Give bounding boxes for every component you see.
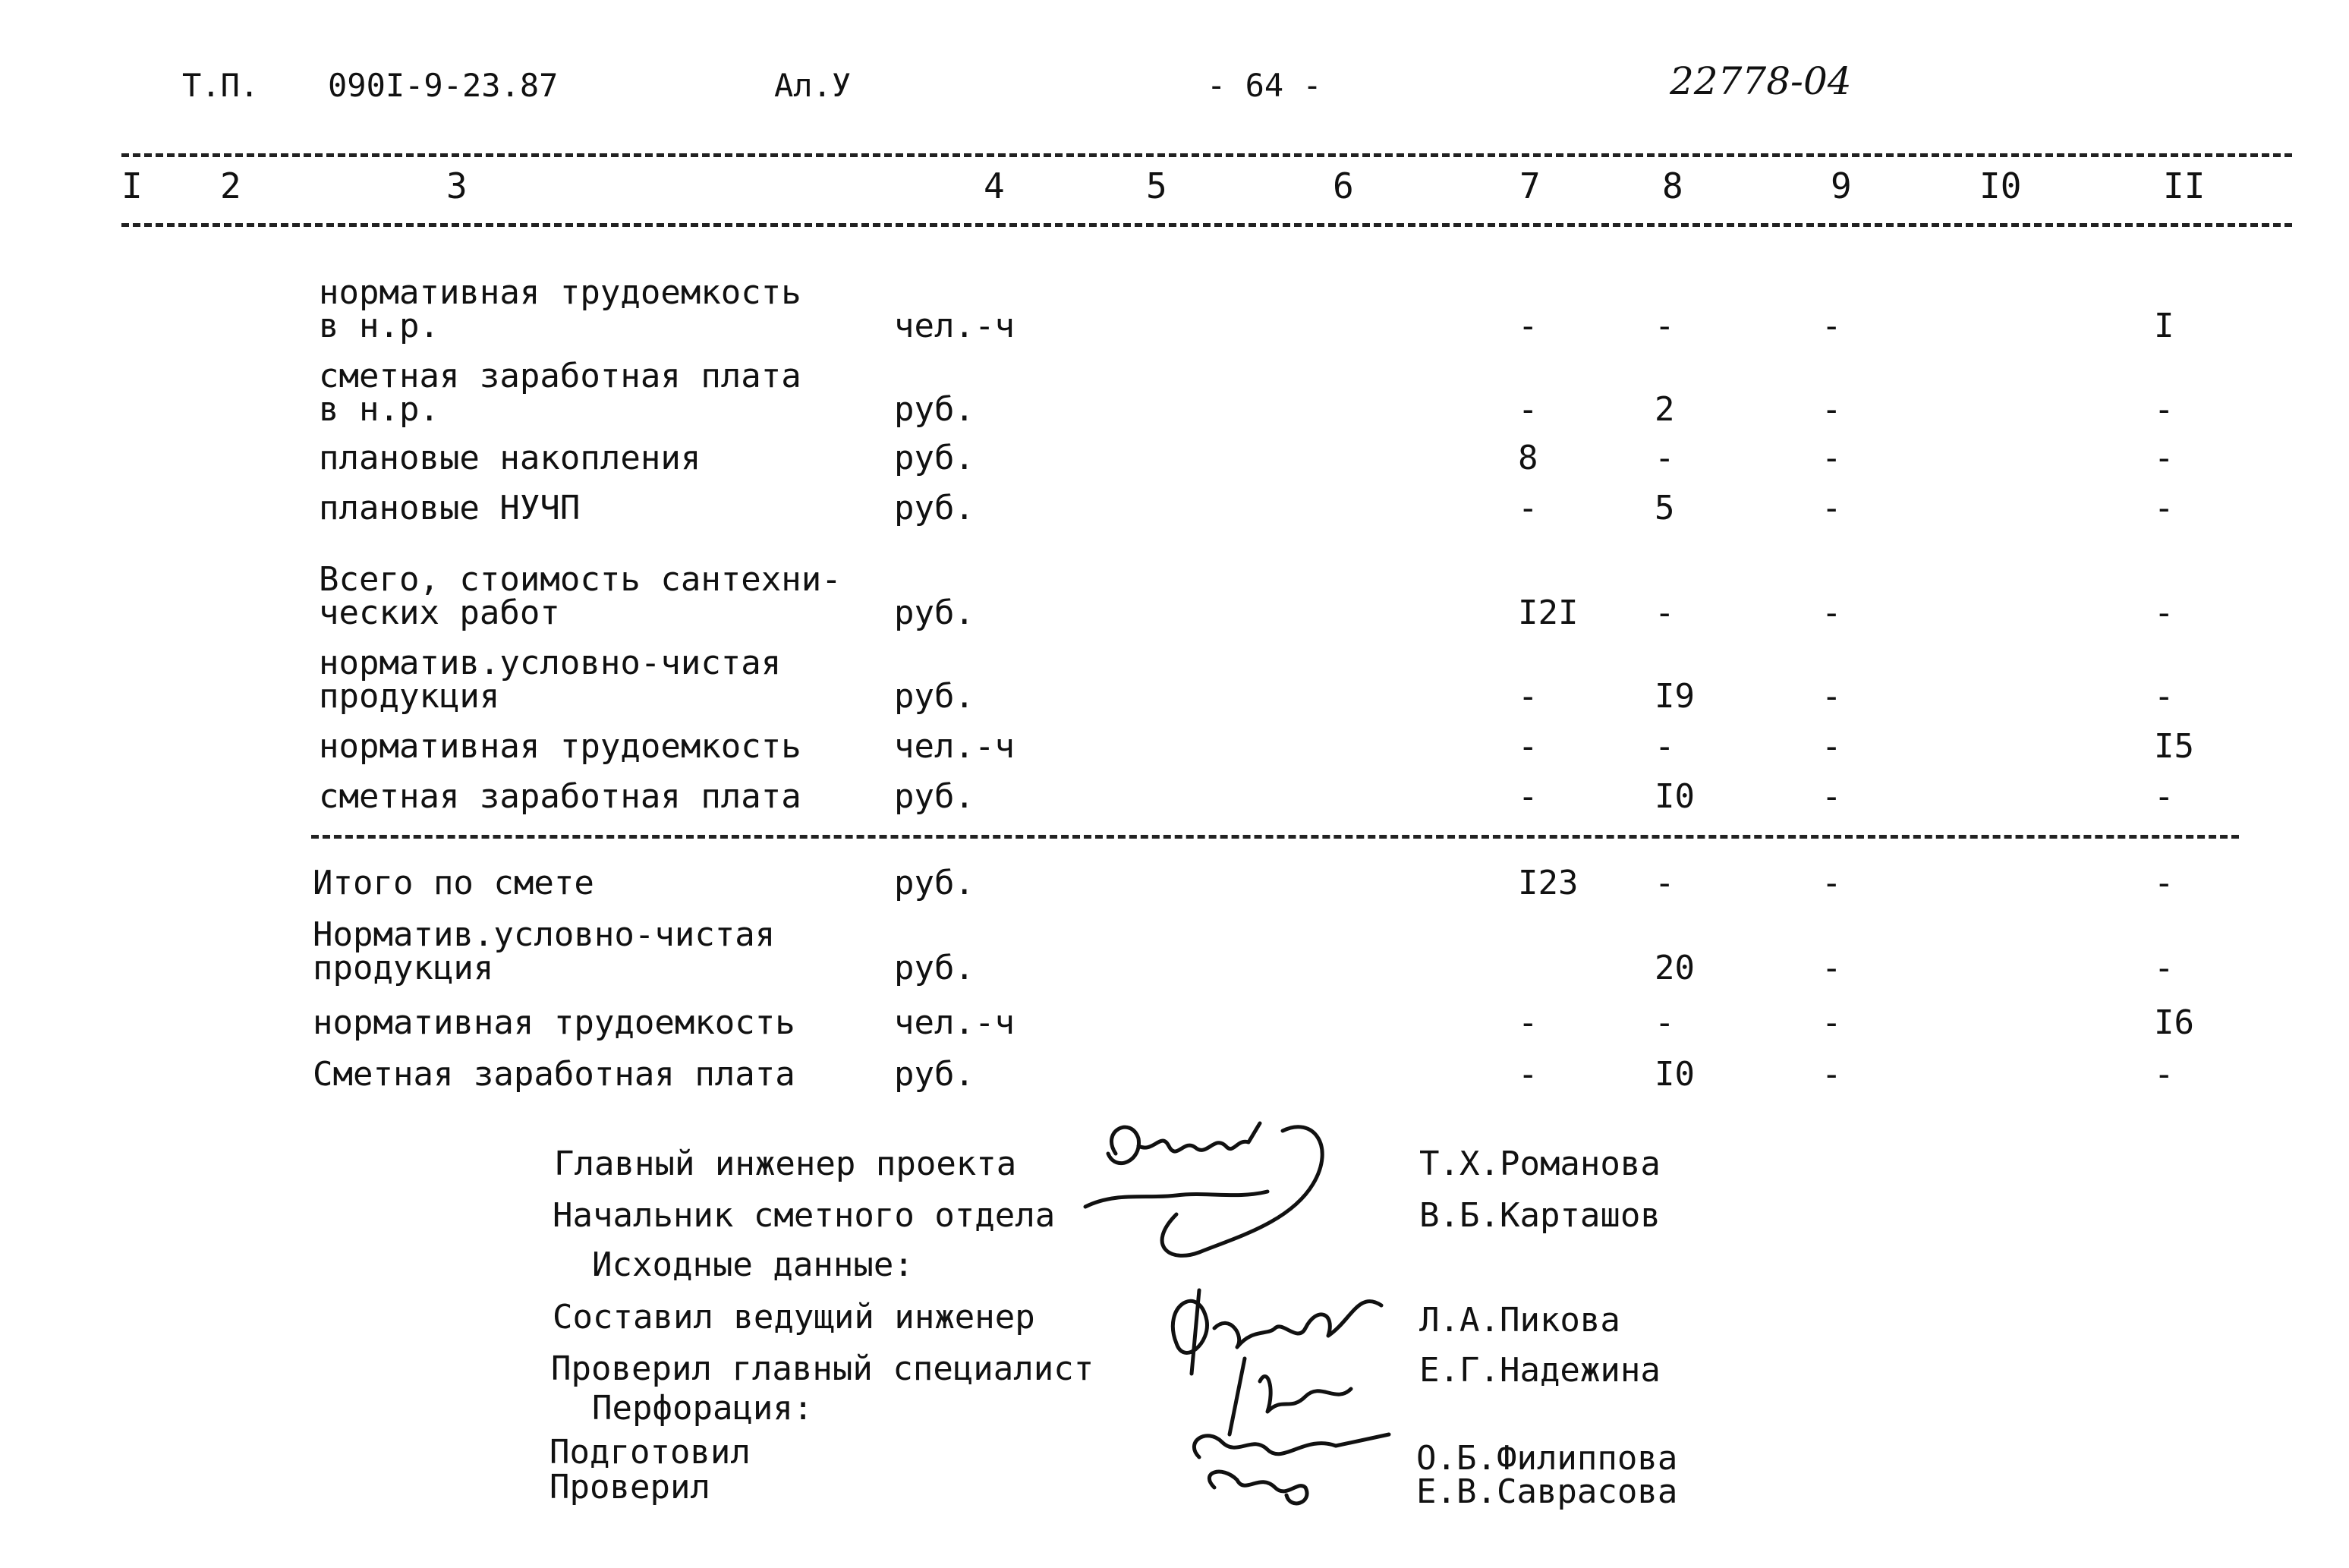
doc-type: Т.П. [182,67,260,104]
row-value-c11: - [2154,439,2174,477]
row-value-c11: - [2154,864,2174,902]
estimate-head-name: В.Б.Карташов [1419,1196,1661,1235]
row-value-c9: - [1822,727,1842,766]
row-value-c7: 8 [1518,439,1538,477]
row-value-c8: - [1655,307,1675,345]
row-label: ческих работ [319,594,560,632]
row-value-c8: - [1655,439,1675,477]
col-6: 6 [1333,165,1354,206]
row-value-c11: - [2154,677,2174,716]
row-value-c7: - [1518,727,1538,766]
row-label: нормативная трудоемкость [313,1003,795,1042]
inventory-number: 22778-04 [1670,59,1852,103]
verified-name: Е.В.Саврасова [1416,1472,1678,1511]
row-label: сметная заработная плата [319,777,801,816]
row-value-c9: - [1822,594,1842,632]
row-value-c11: - [2154,489,2174,527]
row-value-c9: - [1822,390,1842,429]
row-value-c7: - [1518,1003,1538,1042]
row-label: Итого по смете [313,864,594,902]
row-label: норматив.условно-чистая [319,644,782,682]
col-11: II [2163,165,2206,206]
composed-name: Л.А.Пикова [1419,1301,1620,1340]
album-number: Ал.У [774,67,852,104]
row-value-c11: I6 [2154,1003,2194,1042]
estimate-head-role: Начальник сметного отдела [553,1196,1056,1235]
row-unit: руб. [894,777,975,816]
row-value-c9: - [1822,949,1842,987]
checked-role: Проверил главный специалист [551,1349,1094,1388]
row-value-c11: - [2154,777,2174,816]
totals-rule [311,835,2239,839]
signature-composed [1154,1260,1404,1518]
row-unit: руб. [894,1055,975,1094]
row-value-c11: I5 [2154,727,2194,766]
row-label: нормативная трудоемкость [319,727,801,766]
row-label: в н.р. [319,307,439,345]
row-value-c8: I9 [1655,677,1695,716]
prepared-name: О.Б.Филиппова [1416,1439,1678,1478]
col-3: 3 [446,165,468,206]
col-7: 7 [1519,165,1541,206]
source-data-heading: Исходные данные: [592,1245,914,1284]
row-unit: руб. [894,594,975,632]
row-value-c9: - [1822,439,1842,477]
row-value-c8: 20 [1655,949,1695,987]
row-value-c9: - [1822,1055,1842,1094]
row-value-c9: - [1822,489,1842,527]
row-value-c9: - [1822,307,1842,345]
col-9: 9 [1831,165,1852,206]
row-value-c7: - [1518,677,1538,716]
row-value-c8: I0 [1655,1055,1695,1094]
row-value-c11: - [2154,1055,2174,1094]
row-value-c11: I [2154,307,2174,345]
row-label: сметная заработная плата [319,357,801,395]
row-value-c7: - [1518,489,1538,527]
row-label: Сметная заработная плата [313,1055,795,1094]
page-number: - 64 - [1207,67,1322,104]
row-label: Всего, стоимость сантехни- [319,560,842,599]
row-value-c11: - [2154,949,2174,987]
col-8: 8 [1662,165,1683,206]
row-label: нормативная трудоемкость [319,273,801,312]
row-value-c9: - [1822,864,1842,902]
row-value-c7: - [1518,307,1538,345]
row-value-c9: - [1822,1003,1842,1042]
row-unit: чел.-ч [894,307,1015,345]
row-label: плановые накопления [319,439,701,477]
row-unit: руб. [894,949,975,987]
row-label: Норматив.условно-чистая [313,915,776,954]
row-value-c7: I2I [1518,594,1579,632]
row-value-c7: I23 [1518,864,1579,902]
row-value-c9: - [1822,677,1842,716]
col-5: 5 [1146,165,1167,206]
row-value-c7: - [1518,1055,1538,1094]
chief-engineer-name: Т.Х.Романова [1419,1145,1661,1183]
row-value-c8: - [1655,727,1675,766]
checked-name: Е.Г.Надежина [1419,1351,1661,1390]
row-value-c7: - [1518,777,1538,816]
row-value-c8: 2 [1655,390,1675,429]
perforation-heading: Перфорация: [592,1389,814,1428]
row-unit: руб. [894,489,975,527]
row-value-c8: - [1655,864,1675,902]
row-unit: чел.-ч [894,1003,1015,1042]
project-code: 090I-9-23.87 [328,67,559,104]
row-value-c8: 5 [1655,489,1675,527]
row-value-c11: - [2154,390,2174,429]
row-unit: руб. [894,390,975,429]
row-value-c7: - [1518,390,1538,429]
row-value-c8: - [1655,594,1675,632]
row-label: продукция [319,677,500,716]
row-label: продукция [313,949,494,987]
row-unit: руб. [894,439,975,477]
col-4: 4 [984,165,1005,206]
top-rule [121,153,2292,157]
row-label: в н.р. [319,390,439,429]
row-unit: руб. [894,677,975,716]
col-1: I [121,165,143,206]
col-10: I0 [1979,165,2022,206]
header-rule [121,223,2292,227]
row-value-c11: - [2154,594,2174,632]
row-label: плановые НУЧП [319,489,581,527]
row-value-c9: - [1822,777,1842,816]
verified-role: Проверил [549,1468,710,1507]
row-unit: чел.-ч [894,727,1015,766]
row-value-c8: - [1655,1003,1675,1042]
row-value-c8: I0 [1655,777,1695,816]
row-unit: руб. [894,864,975,902]
composed-role: Составил ведущий инженер [553,1298,1035,1337]
chief-engineer-role: Главный инженер проекта [554,1145,1017,1183]
prepared-role: Подготовил [549,1433,751,1472]
col-2: 2 [220,165,241,206]
